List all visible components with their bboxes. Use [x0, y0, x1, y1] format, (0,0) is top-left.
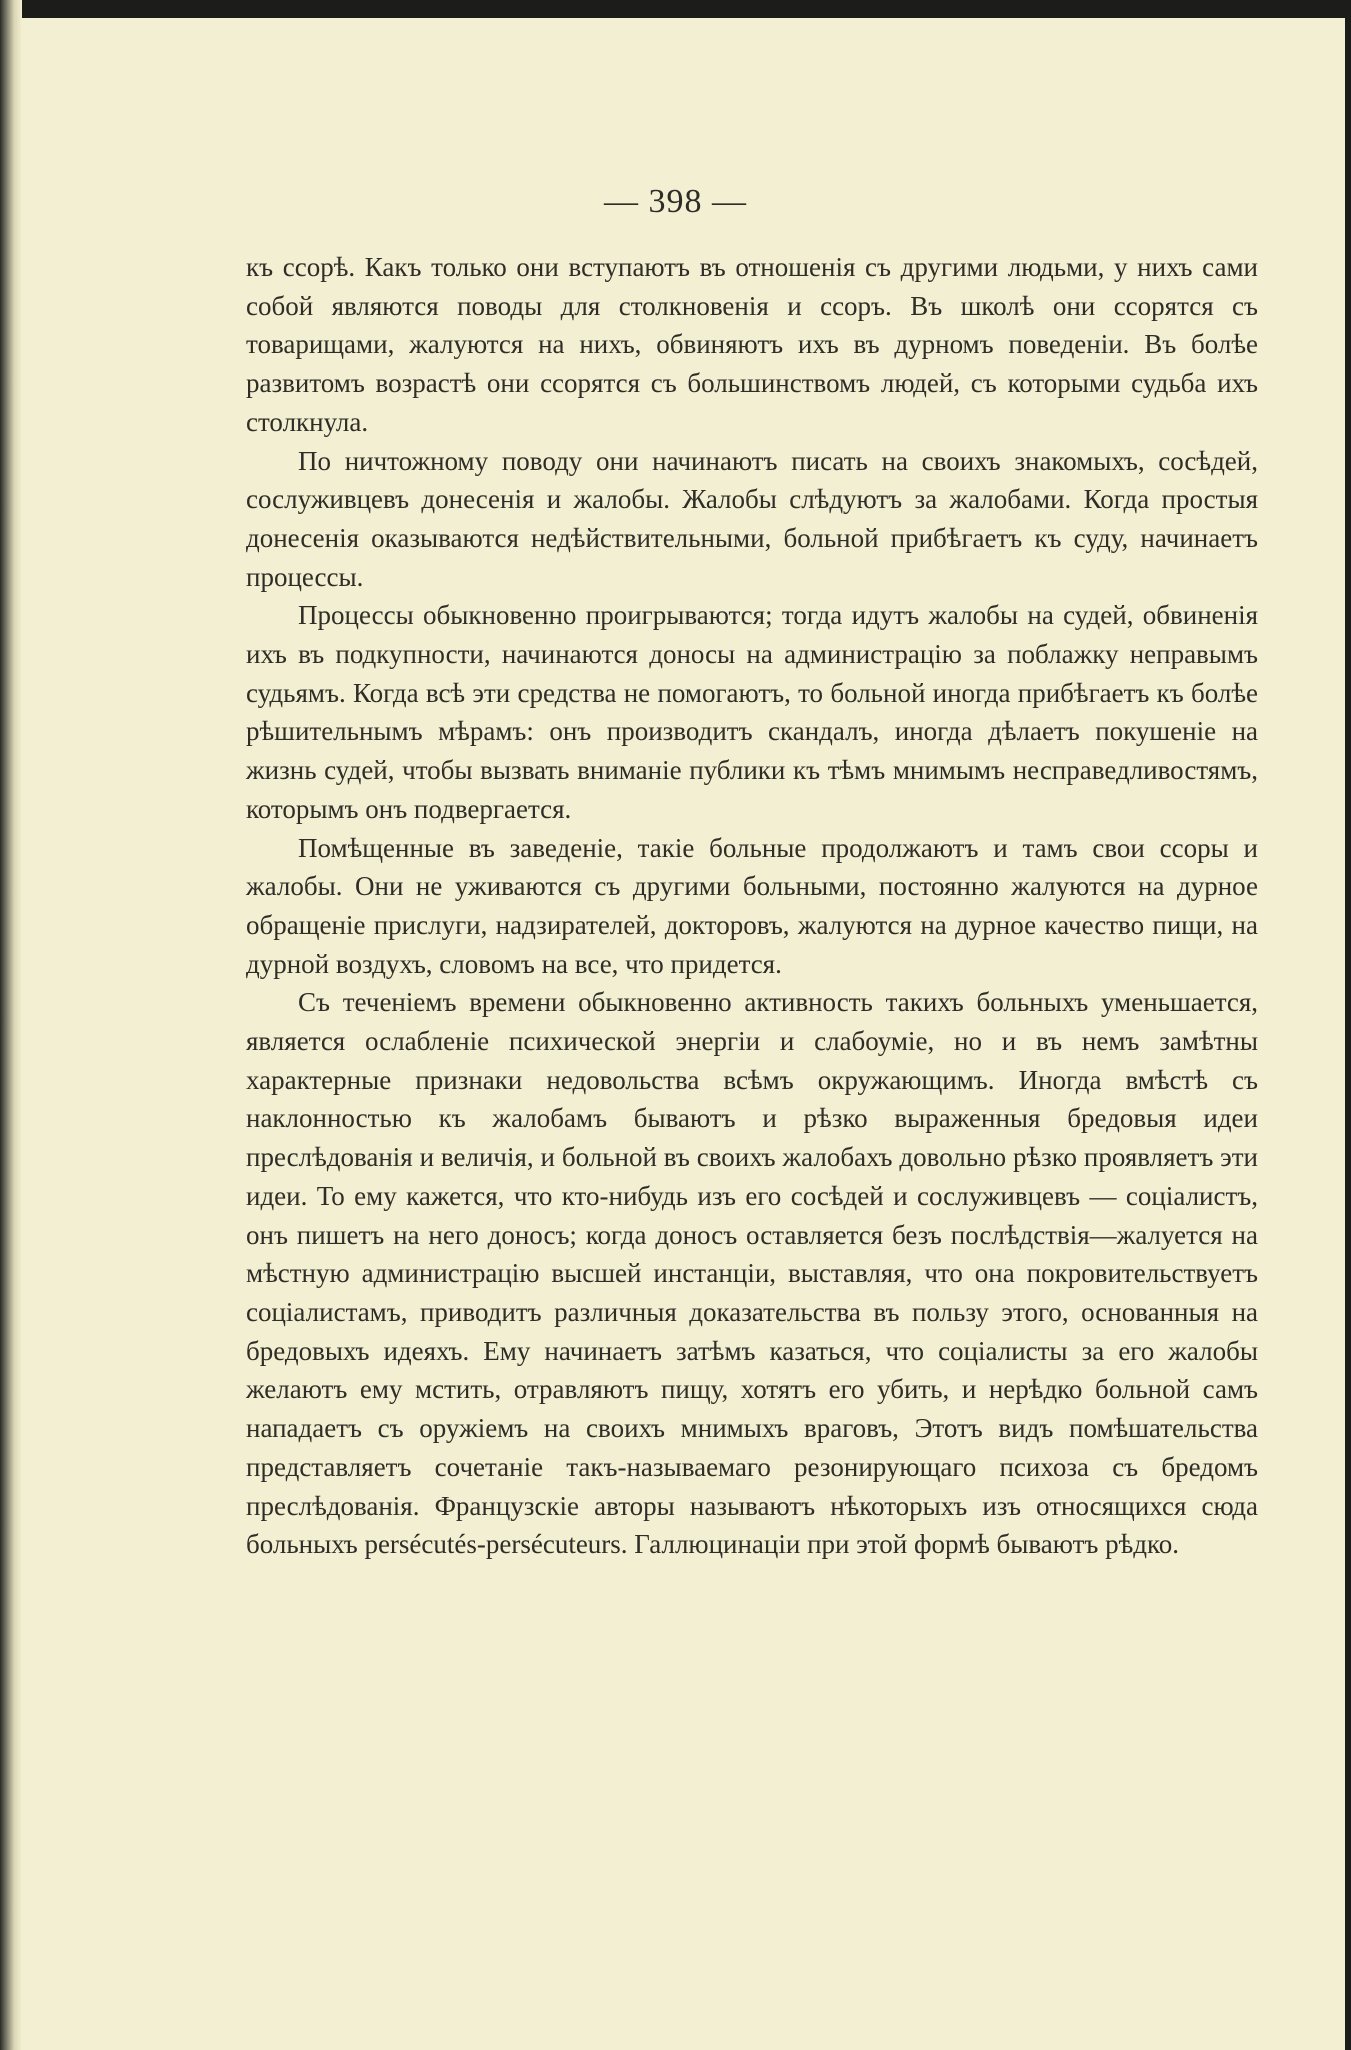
- body-text: [246, 248, 1258, 1564]
- scan-right-border: [1345, 0, 1351, 2050]
- paragraph-5: Съ теченіемъ времени обыкновенно активность такихъ больныхъ уменьшается, является ослабленіе психической энергіи и слабоуміе, но и въ немъ замѣтны характерные признаки недовольства всѣмъ окружающимъ. Иногда вмѣстѣ съ наклонностью къ жалобамъ бываютъ и рѣзко выраженныя бредовыя идеи преслѣдованія и величія, и больной въ своихъ жалобахъ довольно рѣзко проявляетъ эти идеи. То ему кажется, что кто-нибудь изъ его сосѣдей и сослуживцевъ — соціалистъ, онъ пишетъ на него доносъ; когда доносъ оставляется безъ послѣдствія—жалуется на мѣстную администрацію высшей инстанціи, выставляя, что она покровительствуетъ соціалистамъ, приводитъ различныя доказательства въ пользу этого, основанныя на бредовыхъ идеяхъ. Ему начинаетъ затѣмъ казаться, что соціалисты за его жалобы желаютъ ему мстить, отравляютъ пищу, хотятъ его убить, и нерѣдко больной самъ нападаетъ съ оружіемъ на своихъ мнимыхъ враговъ, Этотъ видъ помѣшательства представляетъ сочетаніе такъ-называемаго резонирующаго психоза съ бредомъ преслѣдованія. Французскіе авторы называютъ нѣкоторыхъ изъ относящихся сюда больныхъ persécutés-persécuteurs. Галлюцинаціи при этой формѣ бываютъ рѣдко.: [246, 987, 1258, 1560]
- paragraph-2: По ничтожному поводу они начинаютъ писать на своихъ знакомыхъ, сосѣдей, сослуживцевъ донесенія и жалобы. Жалобы слѣдуютъ за жалобами. Когда простыя донесенія оказываются недѣйствительными, больной прибѣгаетъ къ суду, начинаетъ процессы.: [246, 445, 1258, 592]
- page-number: — 398 —: [604, 183, 747, 220]
- paragraph-4: Помѣщенные въ заведеніе, такіе больные продолжаютъ и тамъ свои ссоры и жалобы. Они не уживаются съ другими больными, постоянно жалуются на дурное обращеніе прислуги, надзирателей, докторовъ, жалуются на дурное качество пищи, на дурной воздухъ, словомъ на все, что придется.: [246, 832, 1258, 979]
- paragraph-1: къ ссорѣ. Какъ только они вступаютъ въ отношенія съ другими людьми, у нихъ сами собой являются поводы для столкновенія и ссоръ. Въ школѣ они ссорятся съ товарищами, жалуются на нихъ, обвиняютъ ихъ въ дурномъ поведеніи. Въ болѣе развитомъ возрастѣ они ссорятся съ большинствомъ людей, съ которыми судьба ихъ столкнула.: [246, 252, 1258, 437]
- paragraph-3: Процессы обыкновенно проигрываются; тогда идутъ жалобы на судей, обвиненія ихъ въ подкупности, начинаются доносы на администрацію за поблажку неправымъ судьямъ. Когда всѣ эти средства не помогаютъ, то больной иногда прибѣгаетъ къ болѣе рѣшительнымъ мѣрамъ: онъ производитъ скандалъ, иногда дѣлаетъ покушеніе на жизнь судей, чтобы вызвать вниманіе публики къ тѣмъ мнимымъ несправедливостямъ, которымъ онъ подвергается.: [246, 600, 1258, 824]
- scan-top-border: [0, 0, 1351, 18]
- book-gutter-shadow: [0, 0, 22, 2050]
